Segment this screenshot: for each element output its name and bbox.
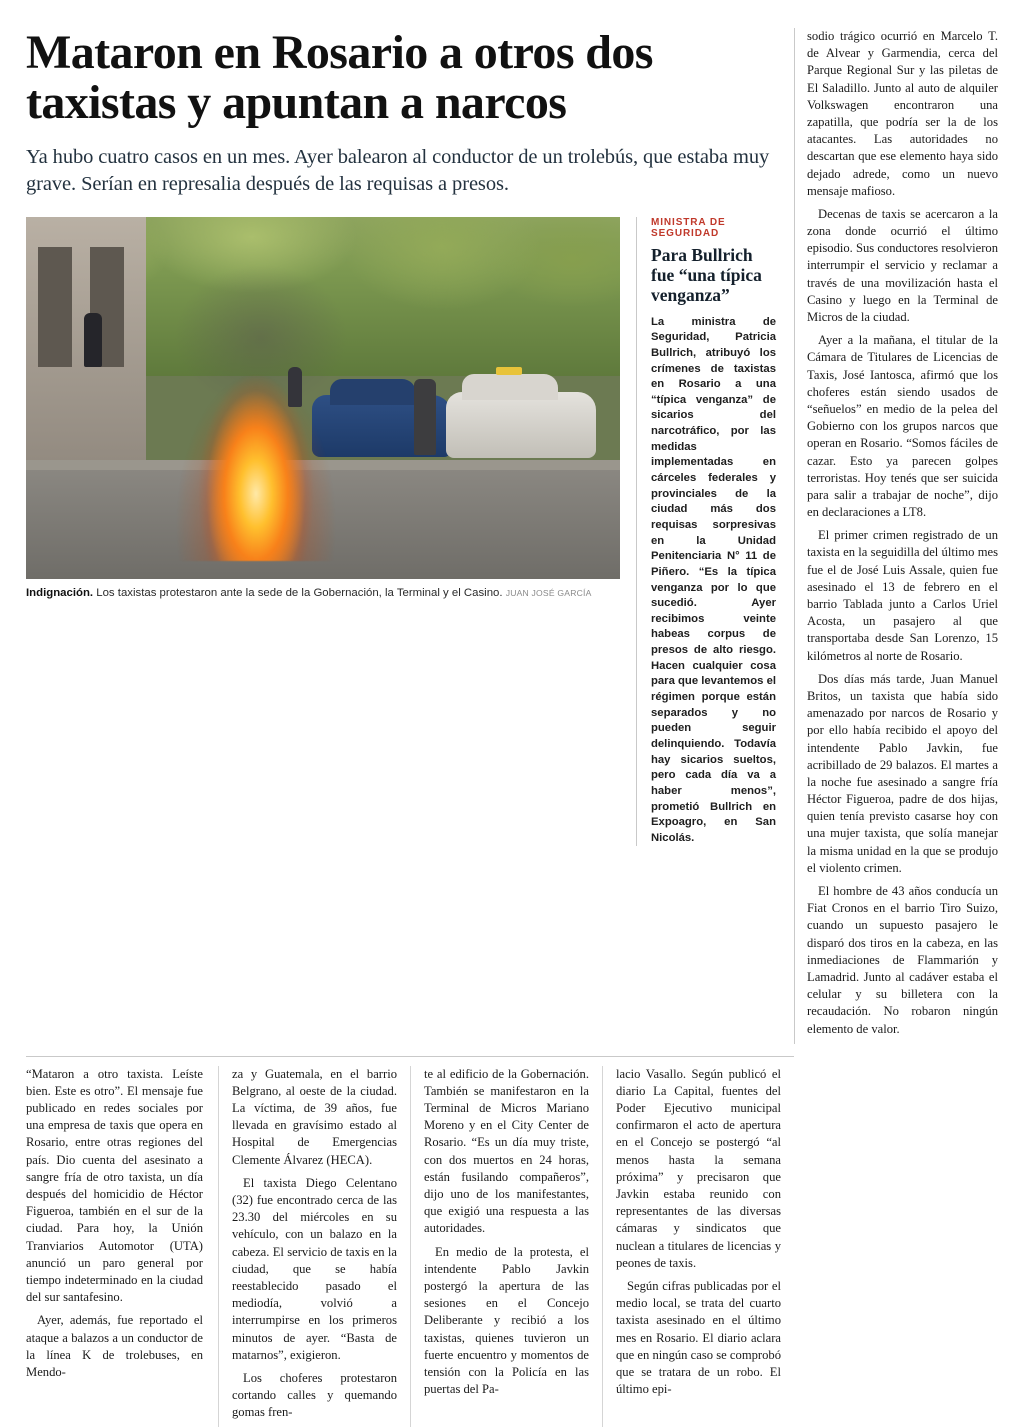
- sidebar-body: La ministra de Seguridad, Patricia Bullrich, atribuyó los crímenes de taxistas en Rosario a una “típica venganza” de sicarios del narcotráfico, por las medidas implementadas en cárceles federales y provinciales de la ciudad más dos requisas sorpresivas en la Unidad Penitenciaria N° 11 de Piñero. “Es la típica venganza por lo que sucedió. Ayer recibimos veinte habeas corpus de presos de alto riesgo. Hacen cualquier cosa para que levantemos el régimen porque están separados y no pueden seguir delinquiendo. Todavía hay sicarios sueltos, pero cada día va a haber menos”, prometió Bullrich en Expoagro, en San Nicolás.: [651, 315, 776, 844]
- photo-person: [84, 313, 102, 367]
- body-columns: [26, 1056, 794, 1427]
- paragraph: El primer crimen registrado de un taxista en la seguidilla del último mes fue el de José Luis Assale, quien fue asesinado el 13 de febrero en el barrio Tablada junto a Carlos Uriel Acosta, un pasajero al que transportaba desde San Lorenzo, 15 kilómetros al norte de Rosario.: [807, 528, 998, 663]
- sidebar-box: [636, 217, 776, 847]
- article-subhead: Ya hubo cuatro casos en un mes. Ayer balearon al conductor de un trolebús, que estaba muy grave. Serían en represalia después de las requisas a presos.: [26, 145, 770, 196]
- photo-caption: [26, 579, 620, 601]
- body-column-3: [410, 1066, 602, 1427]
- body-column-2: [218, 1066, 410, 1427]
- paragraph: El taxista Diego Celentano (32) fue encontrado cerca de las 23.30 del miércoles en su vehículo, con un balazo en la cabeza. El servicio de taxis en la ciudad, que se había reestablecido pasado el mediodía, volvió a interrumpirse en los primeros minutos de ayer. “Basta de matarnos”, exigieron.: [232, 1175, 397, 1362]
- paragraph: za y Guatemala, en el barrio Belgrano, al oeste de la ciudad. La víctima, de 39 años, fue llevada en gravísimo estado al Hospital de Emergencias Clemente Álvarez (HECA).: [232, 1066, 397, 1167]
- photo-caption-text: Los taxistas protestaron ante la sede de la Gobernación, la Terminal y el Casino.: [96, 586, 503, 599]
- photo-taxi-white: [446, 392, 596, 458]
- paragraph: Según cifras publicadas por el medio local, se trata del cuarto taxista asesinado en el último mes en Rosario. El diario aclara que en ningún caso se comprobó que se tratara de un robo. El último epi-: [616, 1278, 781, 1397]
- main-column: [26, 28, 794, 1044]
- paragraph: Decenas de taxis se acercaron a la zona donde ocurrió el último episodio. Sus conductores resolvieron interrumpir el servicio y reclamar a través de una movilización hasta el Casino y luego en la Terminal de Micros de la ciudad.: [807, 206, 998, 324]
- paragraph: sodio trágico ocurrió en Marcelo T. de Alvear y Garmendia, cerca del Parque Regional Sur y las piletas de El Saladillo. Junto al auto de alquiler Volkswagen encontraron una zapatilla, que podría ser la de los atacantes. Las autoridades no descartan que ese elemento haya sido dejado adrede, como un nuevo mensaje mafioso.: [807, 29, 998, 198]
- paragraph: Ayer, además, fue reportado el ataque a balazos a un conductor de la línea K de trolebuses, en Mendo-: [26, 1313, 203, 1379]
- photo-person: [414, 379, 436, 455]
- paragraph: Los choferes protestaron cortando calles y quemando gomas fren-: [232, 1370, 397, 1420]
- taxi-roof-sign-icon-2: [496, 367, 522, 375]
- photo-caption-lead: Indignación.: [26, 586, 94, 599]
- top-section: [26, 28, 998, 1044]
- paragraph: Dos días más tarde, Juan Manuel Britos, un taxista que había sido amenazado por narcos de Rosario y por ello había recibido el apoyo del intendente Pablo Javkin, fue acribillado de 29 balazos. El martes a la noche fue asesinado a sangre fría Héctor Figueroa, padre de dos hijas, quien tenía previsto casarse hoy con una mujer taxista, que solía manejar la misma unidad en la que se produjo el violento crimen.: [807, 671, 998, 875]
- paragraph: “Mataron a otro taxista. Leíste bien. Este es otro”. El mensaje fue publicado en redes sociales por una empresa de taxis que opera en Rosario, entre otras regiones del país. Dio cuenta del asesinato a sangre fría de otro taxista, un día después del homicidio de Héctor Figueroa, también en el sur de la ciudad. Para hoy, la Unión Tranviarios Automotor (UTA) anunció un paro general por tiempo indeterminado en la ciudad del sur santafesino.: [26, 1066, 203, 1305]
- news-photo: [26, 217, 620, 579]
- photo-fire: [176, 321, 336, 561]
- paragraph: te al edificio de la Gobernación. También se manifestaron en la Terminal de Micros Mariano Moreno y en el City Center de Rosario. “Es un día muy triste, con dos muertos en 24 horas, están fusilando compañeros”, dijo uno de los manifestantes, que exigió una respuesta a las autoridades.: [424, 1066, 589, 1236]
- paragraph: El hombre de 43 años conducía un Fiat Cronos en el barrio Tiro Suizo, cuando un supuesto pasajero le disparó dos tiros en la cabeza, en las inmediaciones de Flammarión y Lamadrid. Junto al cadáver estaba el celular y su billetera con la recaudación. No robaron ningún elemento de valor.: [807, 884, 998, 1036]
- right-column-body: [807, 28, 998, 1038]
- sidebar-title: Para Bullrich fue “una típica venganza”: [651, 244, 762, 306]
- photo-person: [288, 367, 302, 407]
- paragraph: Ayer a la mañana, el titular de la Cámara de Titulares de Licencias de Taxis, José Iantosca, afirmó que los choferes están siendo usados de “señuelos” en medio de la pelea del Gobierno con los grupos narcos que operan en Rosario. “Somos fáciles de cazar. Esto ya parecen golpes terroristas. Hoy tenés que ser suicida para salir a trabajar de noche”, dijo en declaraciones a LT8.: [807, 333, 998, 520]
- photo-credit: JUAN JOSÉ GARCÍA: [505, 587, 592, 598]
- media-row: [26, 217, 776, 847]
- right-column: [794, 28, 998, 1044]
- body-column-4: [602, 1066, 794, 1427]
- page-title: Mataron en Rosario a otros dos taxistas y apuntan a narcos: [26, 26, 653, 129]
- body-column-1: [26, 1066, 218, 1427]
- paragraph: En medio de la protesta, el intendente Pablo Javkin postergó la apertura de las sesiones en el Concejo Deliberante y recibió a los taxistas, quienes tuvieron un fuerte encuentro y momentos de tensión con la Policía en las puertas del Pa-: [424, 1244, 589, 1397]
- sidebar-kicker: MINISTRA DE SEGURIDAD: [651, 216, 726, 239]
- photo-block: [26, 217, 620, 847]
- paragraph: lacio Vasallo. Según publicó el diario La Capital, fuentes del Poder Ejecutivo municipal confirmaron el acto de apertura en el Concejo se postergó “al menos hasta la semana próxima” y precisaron que Javkin estaba reunido con representantes de las diversas cámaras y sindicatos que nuclean a titulares de licencias y peones de taxis.: [616, 1066, 781, 1270]
